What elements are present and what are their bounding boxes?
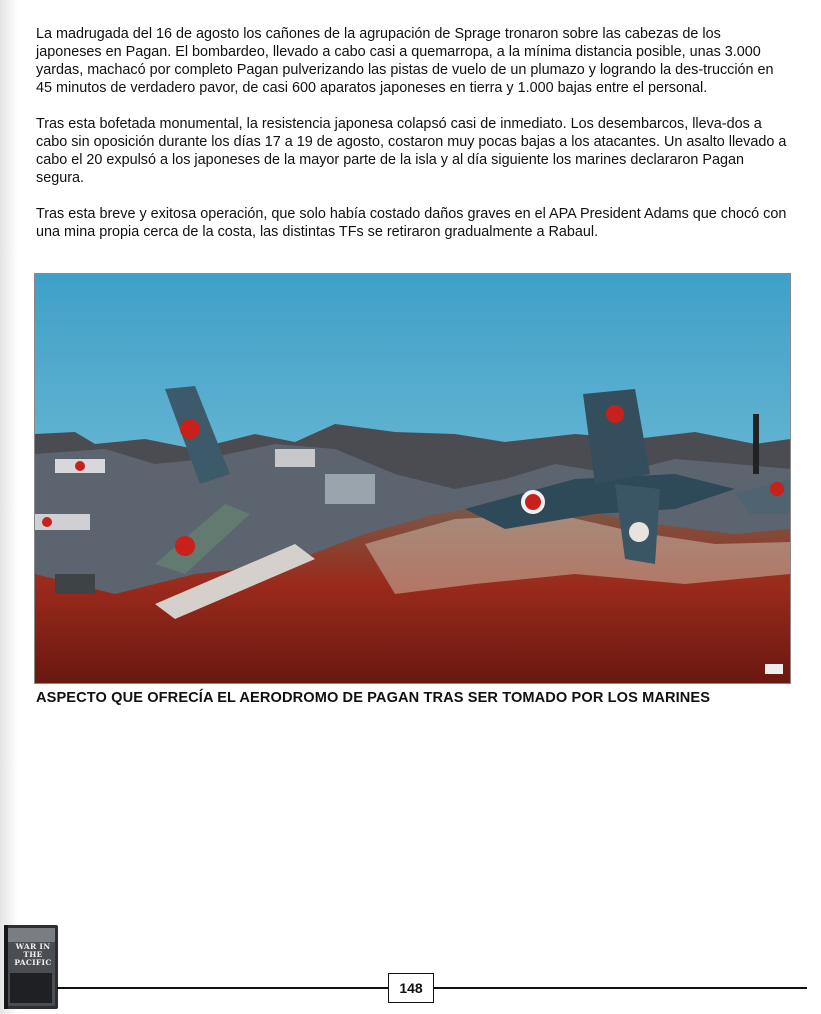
roundel-border [629,522,649,542]
debris-fragment [55,574,95,594]
page-number [388,973,434,1003]
page-number-text: 148 [399,980,423,996]
hinomaru-roundel [175,536,195,556]
book-cover-title: WAR IN THE PACIFIC [14,942,52,967]
book-cover-art [4,925,58,1009]
book-cover-thumbnail [4,925,58,1009]
airfield-wreckage-photo [34,273,791,684]
debris-fragment [275,449,315,467]
page-left-shadow [0,0,18,1014]
paragraph-1: La madrugada del 16 de agosto los cañones de la agrupación de Sprage tronaron sobre las cabezas de los japoneses en Pagan. El bombardeo, llevado a cabo casi a quemarropa, a la mínima distancia posible, unas 3.000 yardas, machacó por completo Pagan pulverizando las pistas de vuelo de un plumazo y logrando la des-trucción en 45 minutos de verdadero pavor, de casi 600 aparatos japoneses en tierra y 1.000 bajas entre el personal. [36,26,774,96]
hinomaru-roundel [606,405,624,423]
hinomaru-roundel [42,517,52,527]
hinomaru-roundel [75,461,85,471]
article-text [36,25,788,259]
debris-fragment [765,664,783,674]
hinomaru-roundel [180,419,200,439]
paragraph-2: Tras esta bofetada monumental, la resistencia japonesa colapsó casi de inmediato. Los desembarcos, lleva-dos a cabo sin oposición durante los días 17 a 19 de agosto, costaron muy pocas bajas a los atacantes. Un asalto llevado a cabo el 20 expulsó a los japoneses de la mayor parte de la isla y al día siguiente los marines declararon Pagan segura. [36,116,787,186]
photo-illustration [35,274,790,683]
debris-fragment [325,474,375,504]
hinomaru-roundel [525,494,541,510]
photo-caption: ASPECTO QUE OFRECÍA EL AERODROMO DE PAGAN TRAS SER TOMADO POR LOS MARINES [36,690,711,706]
paragraph-3: Tras esta breve y exitosa operación, que solo había costado daños graves en el APA President Adams que chocó con una mina propia cerca de la costa, las distintas TFs se retiraron gradualmente a Rabaul. [36,206,787,240]
hinomaru-roundel [770,482,784,496]
propeller-blade [753,414,759,474]
